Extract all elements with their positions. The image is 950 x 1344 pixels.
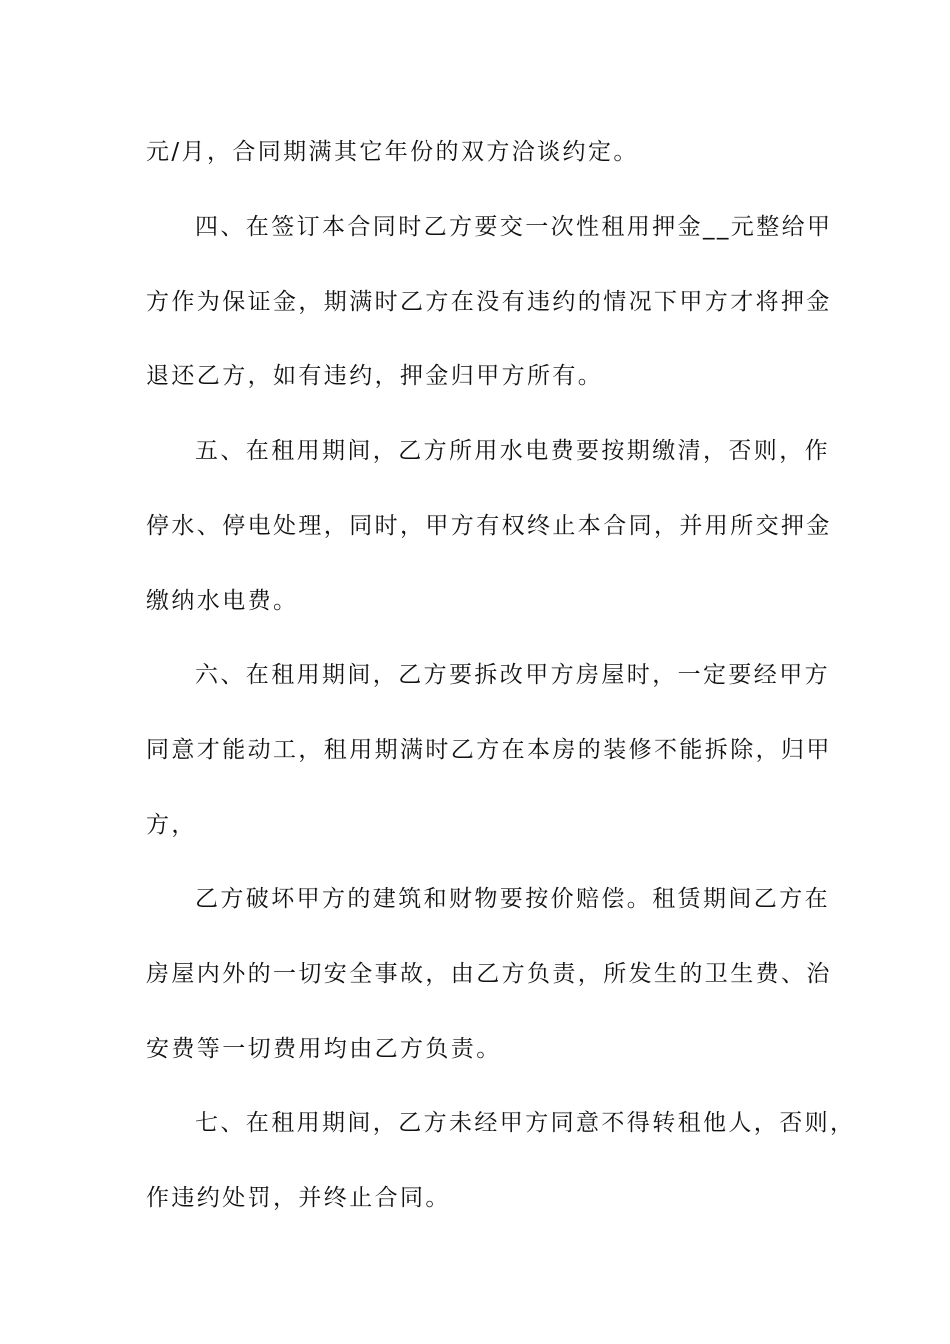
- text-line: 停水、停电处理，同时，甲方有权终止本合同，并用所交押金: [146, 513, 832, 539]
- text-line: 同意才能动工，租用期满时乙方在本房的装修不能拆除，归甲: [146, 737, 832, 763]
- text-line: 安费等一切费用均由乙方负责。: [146, 1036, 502, 1062]
- text-line: 方，: [146, 812, 197, 838]
- paragraph-seven-line: 七、在租用期间，乙方未经甲方同意不得转租他人，否则，: [195, 1110, 856, 1136]
- paragraph-five-line: 五、在租用期间，乙方所用水电费要按期缴清，否则，作: [195, 438, 830, 464]
- text-line: 作违约处罚，并终止合同。: [146, 1185, 451, 1211]
- paragraph-six-line: 六、在租用期间，乙方要拆改甲方房屋时，一定要经甲方: [195, 662, 830, 688]
- text-line: 房屋内外的一切安全事故，由乙方负责，所发生的卫生费、治: [146, 961, 832, 987]
- paragraph-line: 乙方破坏甲方的建筑和财物要按价赔偿。租赁期间乙方在: [195, 886, 830, 912]
- text-line: 退还乙方，如有违约，押金归甲方所有。: [146, 363, 604, 389]
- text-line: 方作为保证金，期满时乙方在没有违约的情况下甲方才将押金: [146, 289, 832, 315]
- text-line: 缴纳水电费。: [146, 588, 299, 614]
- paragraph-four-line: 四、在签订本合同时乙方要交一次性租用押金__元整给甲: [195, 214, 833, 240]
- text-line: 元/月，合同期满其它年份的双方洽谈约定。: [146, 139, 639, 165]
